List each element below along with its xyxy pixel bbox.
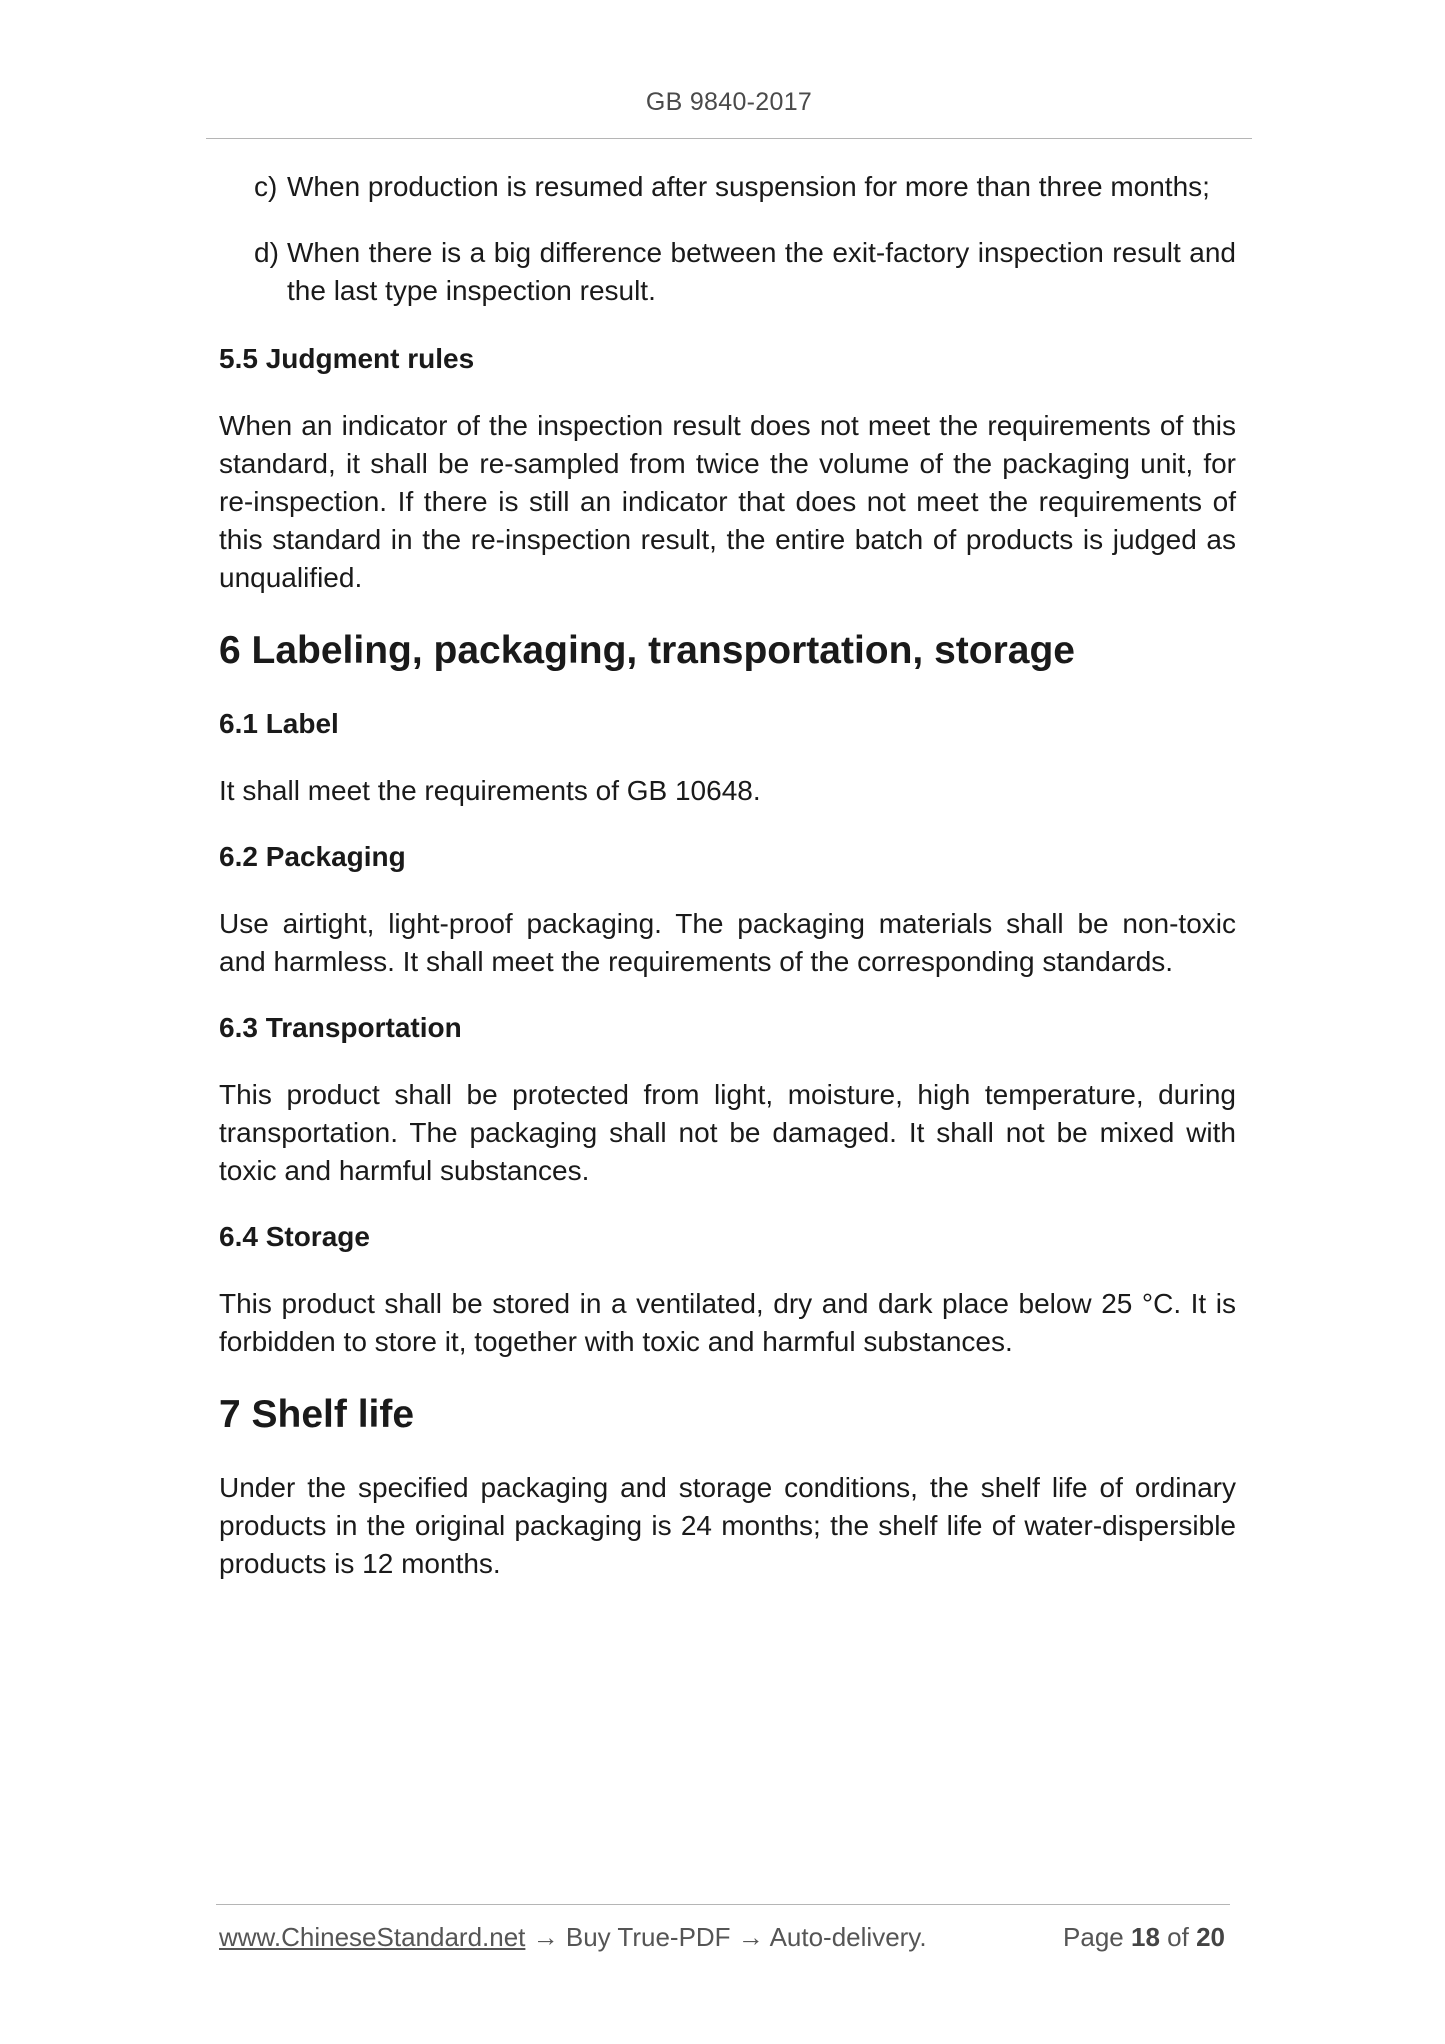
- page-label: Page: [1063, 1922, 1124, 1952]
- page-of: of: [1167, 1922, 1189, 1952]
- section-body-5-5: When an indicator of the inspection result does not meet the requirements of this standard, it shall be re-sampled from twice the volume of the packaging unit, for re-inspection. If there is still an indicator that does not meet the requirements of this standard in the re-inspection result, the entire batch of products is judged as unqualified.: [219, 410, 1236, 593]
- footer-divider: [216, 1904, 1230, 1905]
- section-body-7: Under the specified packaging and storage conditions, the shelf life of ordinary products in the original packaging is 24 months; the shelf life of water-dispersible products is 12 months.: [219, 1472, 1236, 1579]
- section-heading-6-2: 6.2 Packaging: [219, 841, 406, 872]
- section-body-6-1: It shall meet the requirements of GB 10648.: [219, 775, 761, 806]
- section-body-6-2: Use airtight, light-proof packaging. The packaging materials shall be non-toxic and harmless. It shall meet the requirements of the corresponding standards.: [219, 908, 1236, 977]
- page-number: [1063, 1922, 1225, 1953]
- page-current: 18: [1131, 1922, 1160, 1952]
- list-marker: d): [254, 237, 279, 268]
- footer-left: [219, 1922, 927, 1953]
- section-body-6-4: This product shall be stored in a ventilated, dry and dark place below 25 °C. It is forbidden to store it, together with toxic and harmful substances.: [219, 1288, 1236, 1357]
- website-link[interactable]: www.ChineseStandard.net: [219, 1922, 526, 1952]
- list-text: When production is resumed after suspension for more than three months;: [287, 171, 1210, 202]
- page-total: 20: [1196, 1922, 1225, 1952]
- footer-tagline: → Buy True-PDF → Auto-delivery.: [525, 1922, 927, 1952]
- list-item: [254, 168, 1236, 206]
- list-item: [254, 234, 1236, 310]
- header-divider: [206, 138, 1252, 139]
- list-text: When there is a big difference between the exit-factory inspection result and the last type inspection result.: [287, 237, 1236, 306]
- page-footer: [219, 1922, 1225, 1953]
- section-heading-6: 6 Labeling, packaging, transportation, storage: [219, 629, 1075, 672]
- section-heading-7: 7 Shelf life: [219, 1393, 415, 1436]
- page-header: GB 9840-2017: [645, 88, 813, 116]
- section-heading-6-3: 6.3 Transportation: [219, 1012, 462, 1043]
- section-heading-6-4: 6.4 Storage: [219, 1221, 370, 1252]
- section-heading-6-1: 6.1 Label: [219, 708, 339, 739]
- list-marker: c): [254, 171, 278, 202]
- page-content: [219, 168, 1236, 1611]
- section-body-6-3: This product shall be protected from light, moisture, high temperature, during transportation. The packaging shall not be damaged. It shall not be mixed with toxic and harmful substances.: [219, 1079, 1236, 1186]
- section-heading-5-5: 5.5 Judgment rules: [219, 343, 475, 374]
